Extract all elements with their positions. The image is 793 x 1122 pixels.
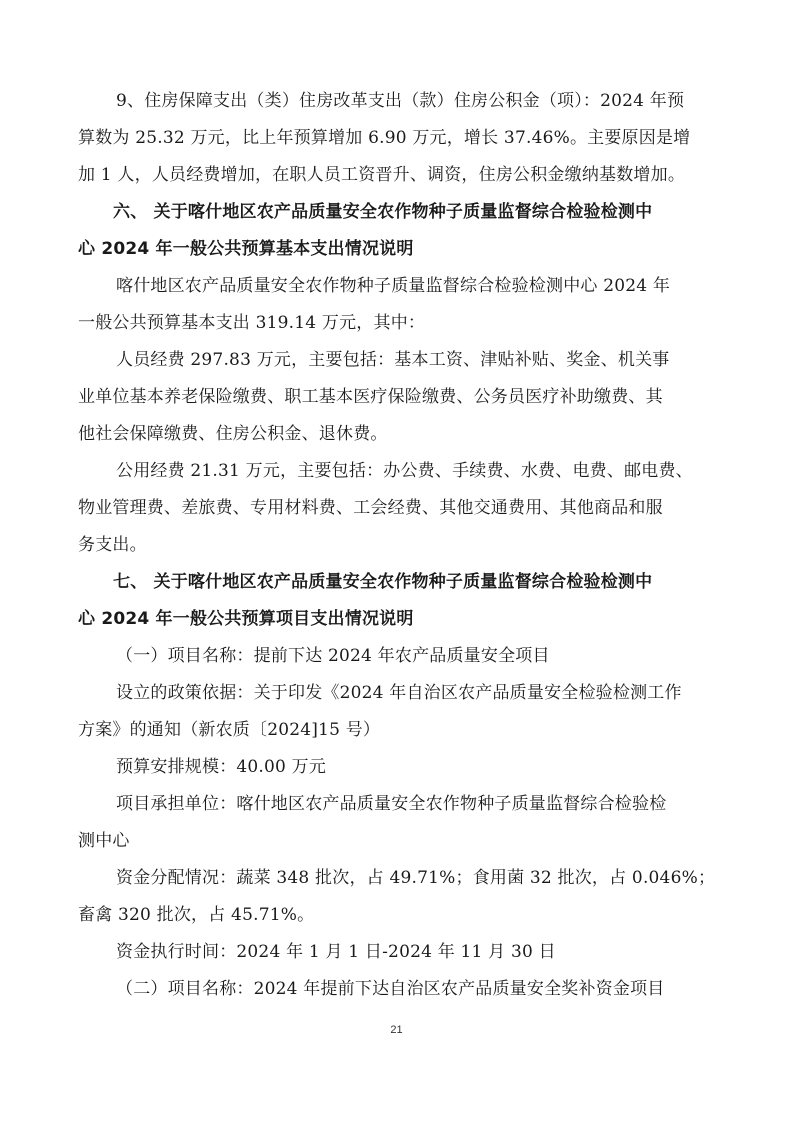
paragraph-line: 公用经费 21.31 万元，主要包括：办公费、手续费、水费、电费、邮电费、 xyxy=(116,461,693,481)
paragraph-line: 9、住房保障支出（类）住房改革支出（款）住房公积金（项）：2024 年预 xyxy=(116,91,685,111)
paragraph-line: 资金分配情况：蔬菜 348 批次，占 49.71%；食用菌 32 批次，占 0.046%； xyxy=(116,868,716,888)
paragraph-line: 他社会保障缴费、住房公积金、退休费。 xyxy=(78,424,388,444)
paragraph-line: 畜禽 320 批次，占 45.71%。 xyxy=(78,905,315,925)
paragraph-line: 项目承担单位：喀什地区农产品质量安全农作物种子质量监督综合检验检 xyxy=(116,794,667,814)
item-heading: （二）项目名称：2024 年提前下达自治区农产品质量安全奖补资金项目 xyxy=(116,979,665,999)
paragraph-line: 物业管理费、差旅费、专用材料费、工会经费、其他交通费用、其他商品和服 xyxy=(78,498,663,518)
paragraph-line: 算数为 25.32 万元，比上年预算增加 6.90 万元，增长 37.46%。主要原因是增 xyxy=(78,128,691,148)
paragraph-line: 加 1 人，人员经费增加，在职人员工资晋升、调资，住房公积金缴纳基数增加。 xyxy=(78,165,686,185)
paragraph-line: 一般公共预算基本支出 319.14 万元，其中： xyxy=(78,313,426,333)
paragraph-line: 方案》的通知（新农质〔2024]15 号） xyxy=(78,720,381,740)
paragraph-line: 测中心 xyxy=(78,831,130,851)
paragraph-line: 预算安排规模：40.00 万元 xyxy=(116,757,327,777)
section-heading: 六、 关于喀什地区农产品质量安全农作物种子质量监督综合检验检测中 xyxy=(113,202,653,222)
section-heading: 七、 关于喀什地区农产品质量安全农作物种子质量监督综合检验检测中 xyxy=(113,572,653,592)
item-heading: （一）项目名称：提前下达 2024 年农产品质量安全项目 xyxy=(116,646,550,666)
paragraph-line: 设立的政策依据：关于印发《2024 年自治区农产品质量安全检验检测工作 xyxy=(116,683,682,703)
paragraph-line: 喀什地区农产品质量安全农作物种子质量监督综合检验检测中心 2024 年 xyxy=(116,276,671,296)
page-number: 21 xyxy=(390,1024,403,1036)
paragraph-line: 资金执行时间：2024 年 1 月 1 日-2024 年 11 月 30 日 xyxy=(116,942,556,962)
paragraph-line: 务支出。 xyxy=(78,535,147,555)
paragraph-line: 人员经费 297.83 万元，主要包括：基本工资、津贴补贴、奖金、机关事 xyxy=(116,350,670,370)
section-heading: 心 2024 年一般公共预算基本支出情况说明 xyxy=(78,239,414,259)
paragraph-line: 业单位基本养老保险缴费、职工基本医疗保险缴费、公务员医疗补助缴费、其 xyxy=(78,387,663,407)
section-heading: 心 2024 年一般公共预算项目支出情况说明 xyxy=(78,609,414,629)
